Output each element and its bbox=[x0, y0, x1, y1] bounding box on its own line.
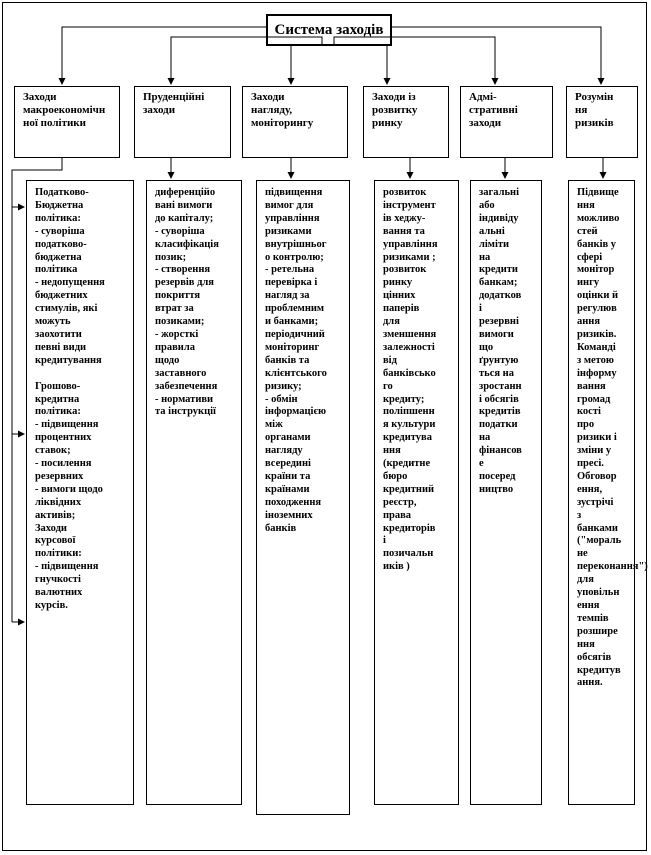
column-supervision: підвищення вимог для управління ризиками внутрішньог о контролю; - ретельна перевірка і нагляд за проблемним и банками; періодичний моніторинг банків та клієнтського ризику; - обмін інформацією між органами нагляду всередині країни та країнами походження іноземних банків bbox=[256, 180, 350, 815]
system-title: Система заходів bbox=[266, 14, 392, 46]
header-supervision: Заходи нагляду, моніторингу bbox=[242, 86, 348, 158]
column-prudential: диференційо вані вимоги до капіталу; - суворіша класифікація позик; - створення резервів для покриття втрат за позиками; - жорсткі правила щодо заставного забезпечення - нормативи та інструкції bbox=[146, 180, 242, 805]
arrow-to-administrative bbox=[334, 37, 495, 84]
header-macroeconomic: Заходи макроекономічн ної політики bbox=[14, 86, 120, 158]
column-administrative: загальні або індивіду альні ліміти на кредити банкам; додатков і резервні вимоги що ґрунтую ться на зростанн і обсягів кредитів податки на фінансов е посеред ництво bbox=[470, 180, 542, 805]
macro-bracket-line bbox=[12, 158, 62, 622]
column-market-development: розвиток інструмент ів хеджу- вання та управління ризиками ; розвиток ринку цінних паперів для зменшення залежності від банківсько го кредиту; поліпшенн я культури кредитува ння (кредитне бюро кредитний реєстр, права кредиторів і позичальн иків ) bbox=[374, 180, 459, 805]
arrow-to-risk-understanding bbox=[392, 27, 601, 84]
header-risk-understanding: Розумін ня ризиків bbox=[566, 86, 638, 158]
column-macroeconomic: Податково- Бюджетна політика: - суворіша податково- бюджетна політика - недопущення бюджетних стимулів, які можуть заохотити певні види кредитування Грошово- кредитна політика: - підвищення процентних ставок; - посилення резервних - вимоги щодо ліквідних активів; Заходи курсової політики: - підвищення гнучкості валютних курсів. bbox=[26, 180, 134, 805]
arrow-to-prudential bbox=[171, 37, 322, 84]
arrow-to-macroeconomic bbox=[62, 27, 266, 84]
header-administrative: Адмі- стративні заходи bbox=[460, 86, 553, 158]
column-risk-understanding: Підвище ння можливо стей банків у сфері монітор ингу оцінки й регулюв ання ризиків. Команді з метою інформу вання громад кості про ризики і зміни у пресі. Обговор ення, зустрічі з банками ("мораль не переконання") для уповільн ення темпів розшире ння обсягів кредитув ання. bbox=[568, 180, 635, 805]
header-prudential: Пруденційні заходи bbox=[134, 86, 231, 158]
header-market-development: Заходи із розвитку ринку bbox=[363, 86, 449, 158]
